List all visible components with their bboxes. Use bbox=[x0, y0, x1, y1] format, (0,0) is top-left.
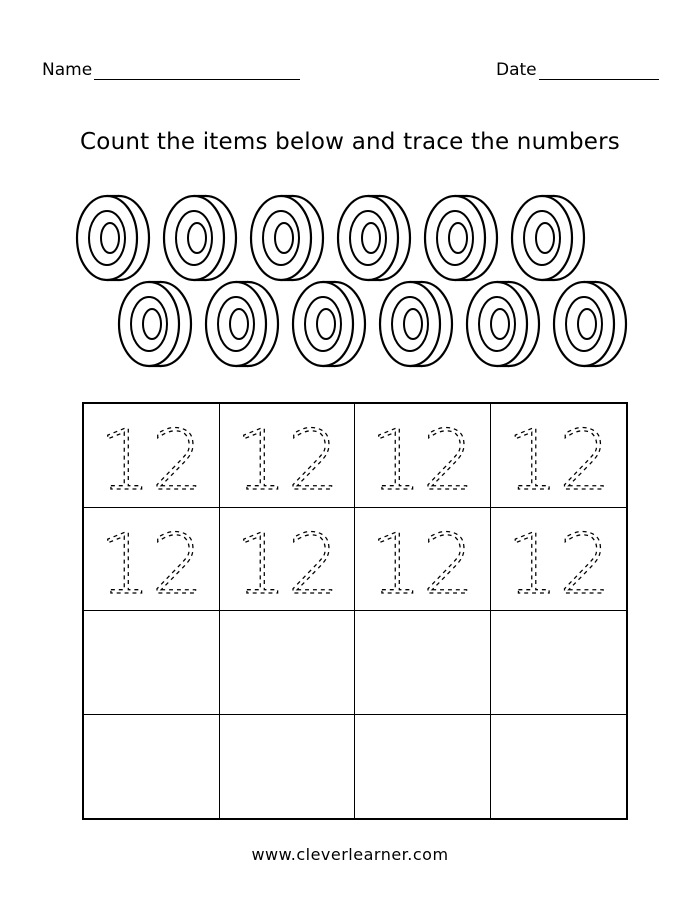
blank-write-cell[interactable] bbox=[220, 611, 356, 715]
name-line[interactable] bbox=[94, 65, 300, 80]
tire-icon bbox=[293, 282, 365, 366]
tire-icon bbox=[512, 196, 584, 280]
name-label: Name bbox=[42, 60, 93, 80]
trace-number bbox=[355, 404, 490, 507]
instruction-text: Count the items below and trace the numbers bbox=[80, 129, 620, 155]
trace-number bbox=[220, 508, 355, 611]
blank-write-cell[interactable] bbox=[491, 611, 627, 715]
tire-icon bbox=[467, 282, 539, 366]
trace-cell[interactable] bbox=[491, 404, 627, 508]
trace-number bbox=[355, 508, 490, 611]
trace-number-text: 12 bbox=[505, 411, 611, 507]
date-line[interactable] bbox=[539, 65, 659, 80]
trace-cell[interactable] bbox=[220, 404, 356, 508]
trace-number-text: 12 bbox=[234, 411, 340, 507]
trace-number-text: 12 bbox=[369, 411, 475, 507]
trace-number-text: 12 bbox=[98, 411, 204, 507]
blank-write-cell[interactable] bbox=[355, 611, 491, 715]
tracing-grid bbox=[82, 402, 628, 820]
tire-icon bbox=[77, 196, 149, 280]
date-label: Date bbox=[496, 60, 537, 80]
tire-icon bbox=[206, 282, 278, 366]
trace-number-text: 12 bbox=[505, 515, 611, 610]
trace-cell[interactable] bbox=[355, 508, 491, 612]
tire-icon bbox=[119, 282, 191, 366]
trace-number bbox=[491, 404, 627, 507]
blank-write-cell[interactable] bbox=[84, 715, 220, 819]
date-field[interactable] bbox=[496, 60, 659, 80]
blank-write-cell[interactable] bbox=[355, 715, 491, 819]
trace-cell[interactable] bbox=[220, 508, 356, 612]
trace-number bbox=[220, 404, 355, 507]
tire-icon bbox=[251, 196, 323, 280]
blank-write-cell[interactable] bbox=[491, 715, 627, 819]
blank-write-cell[interactable] bbox=[220, 715, 356, 819]
trace-number-text: 12 bbox=[98, 515, 204, 610]
trace-number bbox=[84, 508, 219, 611]
trace-cell[interactable] bbox=[84, 404, 220, 508]
trace-cell[interactable] bbox=[355, 404, 491, 508]
trace-cell[interactable] bbox=[84, 508, 220, 612]
tire-icon bbox=[380, 282, 452, 366]
tire-icon bbox=[425, 196, 497, 280]
tire-icon bbox=[164, 196, 236, 280]
trace-number bbox=[84, 404, 219, 507]
tire-icon bbox=[338, 196, 410, 280]
trace-number-text: 12 bbox=[369, 515, 475, 610]
footer-url: www.cleverlearner.com bbox=[251, 845, 449, 864]
trace-number bbox=[491, 508, 627, 611]
tire-icon bbox=[554, 282, 626, 366]
trace-cell[interactable] bbox=[491, 508, 627, 612]
blank-write-cell[interactable] bbox=[84, 611, 220, 715]
items-illustration bbox=[0, 180, 700, 390]
name-field[interactable] bbox=[42, 60, 300, 80]
trace-number-text: 12 bbox=[234, 515, 340, 610]
